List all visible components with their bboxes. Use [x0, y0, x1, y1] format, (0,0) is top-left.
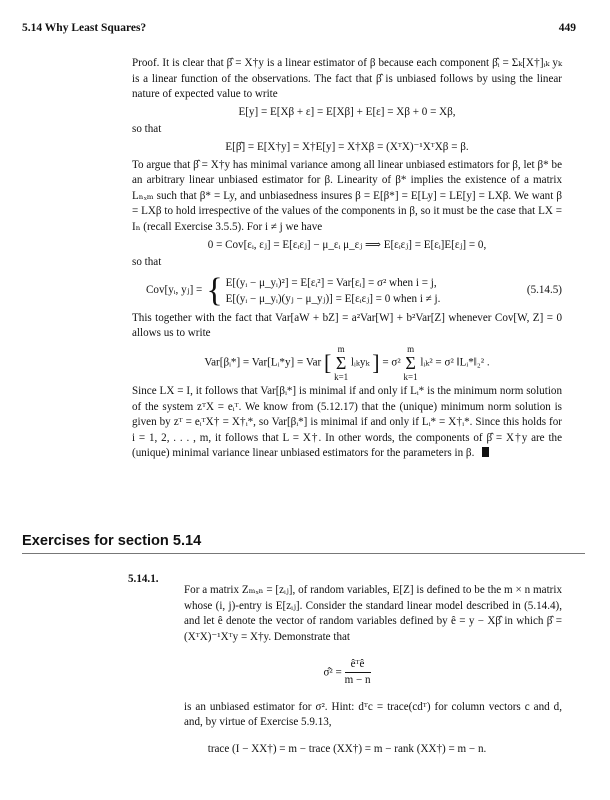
right-bracket-icon: ] — [372, 350, 380, 376]
summand-1: lᵢₖyₖ — [350, 356, 370, 369]
fraction — [345, 657, 371, 689]
proof-paragraph-4 — [132, 384, 562, 462]
proof-paragraph-3: This together with the fact that Var[aW + bZ] = a²Var[W] + b²Var[Z] whenever Cov[W, Z] = 0 allows us to write — [132, 311, 562, 340]
text-so-that-2: so that — [132, 256, 162, 269]
qed-square-icon — [482, 447, 489, 457]
section-title: 5.14 Why Least Squares? — [22, 22, 147, 34]
summation-2 — [404, 344, 418, 382]
left-brace-icon: { — [206, 271, 223, 309]
variance-rhs: lᵢₖ² = σ² ‖Lᵢ*‖₂² . — [420, 356, 490, 369]
text-so-that: so that — [132, 123, 162, 136]
equation-expectation-y: E[y] = E[Xβ + ε] = E[Xβ] + E[ε] = Xβ + 0 = Xβ, — [238, 105, 456, 118]
sigma-icon: Σ — [335, 352, 347, 373]
exercise-5-14-1 — [128, 572, 562, 760]
equation-sigma-hat — [132, 657, 562, 689]
page-number: 449 — [558, 22, 576, 34]
equation-covariance-errors: 0 = Cov[εᵢ, εⱼ] = E[εᵢεⱼ] − μ_εᵢ μ_εⱼ ⟹ E[εᵢεⱼ] = E[εᵢ]E[εⱼ] = 0, — [207, 238, 487, 251]
exercise-text-2: is an unbiased estimator for σ². Hint: dᵀc = trace(cdᵀ) for column vectors c and d, and, by virtue of Exercise 5.9.13, — [184, 700, 562, 729]
case-row-unequal: E[(yᵢ − μ_yᵢ)(yⱼ − μ_yⱼ)] = E[εᵢεⱼ] = 0 when i ≠ j. — [225, 292, 441, 305]
sum-upper-limit-2: m — [407, 343, 415, 354]
sum-upper-limit: m — [337, 343, 345, 354]
sum-lower-limit-2: k=1 — [403, 371, 418, 382]
proof-body — [132, 56, 562, 462]
exercises-heading: Exercises for section 5.14 — [22, 533, 585, 554]
sigma-icon-2: Σ — [405, 352, 416, 373]
case-row-equal: E[(yᵢ − μ_yᵢ)²] = E[εᵢ²] = Var[εᵢ] = σ² when i = j, — [225, 276, 437, 289]
summation-1 — [334, 344, 348, 382]
exercise-number: 5.14.1. — [128, 573, 159, 585]
equation-number: (5.14.5) — [526, 283, 562, 296]
equation-variance — [132, 344, 562, 382]
equation-expectation-beta-hat: E[β̂] = E[X†y] = X†E[y] = X†Xβ = (XᵀX)⁻¹XᵀXβ = β. — [225, 140, 469, 153]
variance-middle: = σ² — [382, 356, 401, 369]
fraction-denominator: m − n — [344, 674, 371, 687]
cases-rows — [226, 275, 441, 307]
sigma-hat-lhs: σ̂² = — [323, 666, 342, 679]
fraction-numerator: êᵀê — [345, 657, 371, 674]
exercise-text: For a matrix Zₘₓₙ = [zᵢⱼ], of random variables, E[Z] is defined to be the m × n matrix whose (i, j)-entry is E[zᵢⱼ]. Consider the standard linear model described in (5.14.4), and let ê denote the vector of random variables defined by ê = y − Xβ̂ in which β̂ = (XᵀX)⁻¹Xᵀy = X†y. Demonstrate that — [184, 584, 562, 643]
variance-lhs: Var[βᵢ*] = Var[Lᵢ*y] = Var — [204, 356, 322, 369]
proof-paragraph-2: To argue that β̂ = X†y has minimal variance among all linear unbiased estimators for β, let β* be an arbitrary linear unbiased estimator for β. Linearity of β* implies the existence of a matrix Lₙₓₘ such that β* = Ly, and unbiasedness insures β = E[β*] = E[Ly] = LE[y] = LXβ. We want β = LXβ to hold irrespective of the values of the components in β, so it must be the case that LX = Iₙ (recall Exercise 3.5.5). For i ≠ j we have — [132, 158, 562, 233]
proof-paragraph-1: Proof. It is clear that β̂ = X†y is a linear estimator of β because each component β̂ᵢ = Σₖ[X†]ᵢₖ yₖ is a linear function of the observations. The fact that β̂ is unbiased follows by using the linear nature of expected value to write — [132, 57, 562, 101]
proof-paragraph-4-text: Since LX = I, it follows that Var[βᵢ*] is minimal if and only if Lᵢ* is the minimum norm solution of the system zᵀX = eᵢᵀ. We know from (5.12.17) that the (unique) minimum norm solution is given by zᵀ = eᵢᵀX† = X†ᵢ*, so Var[βᵢ*] is minimal if and only if Lᵢ* = X†ᵢ*. Since this holds for i = 1, 2, . . . , m, it follows that L = X†. In other words, the components of β̂ = X†y are the (unique) minimal variance linear unbiased estimators for the parameters in β. — [132, 384, 562, 460]
equation-covariance-cases — [146, 271, 562, 309]
cov-lhs: Cov[yᵢ, yⱼ] = — [146, 283, 203, 296]
sum-lower-limit: k=1 — [334, 371, 349, 382]
left-bracket-icon: [ — [324, 350, 332, 376]
running-header — [22, 22, 588, 38]
equation-trace: trace (I − XX†) = m − trace (XX†) = m − rank (XX†) = m − n. — [207, 743, 487, 756]
